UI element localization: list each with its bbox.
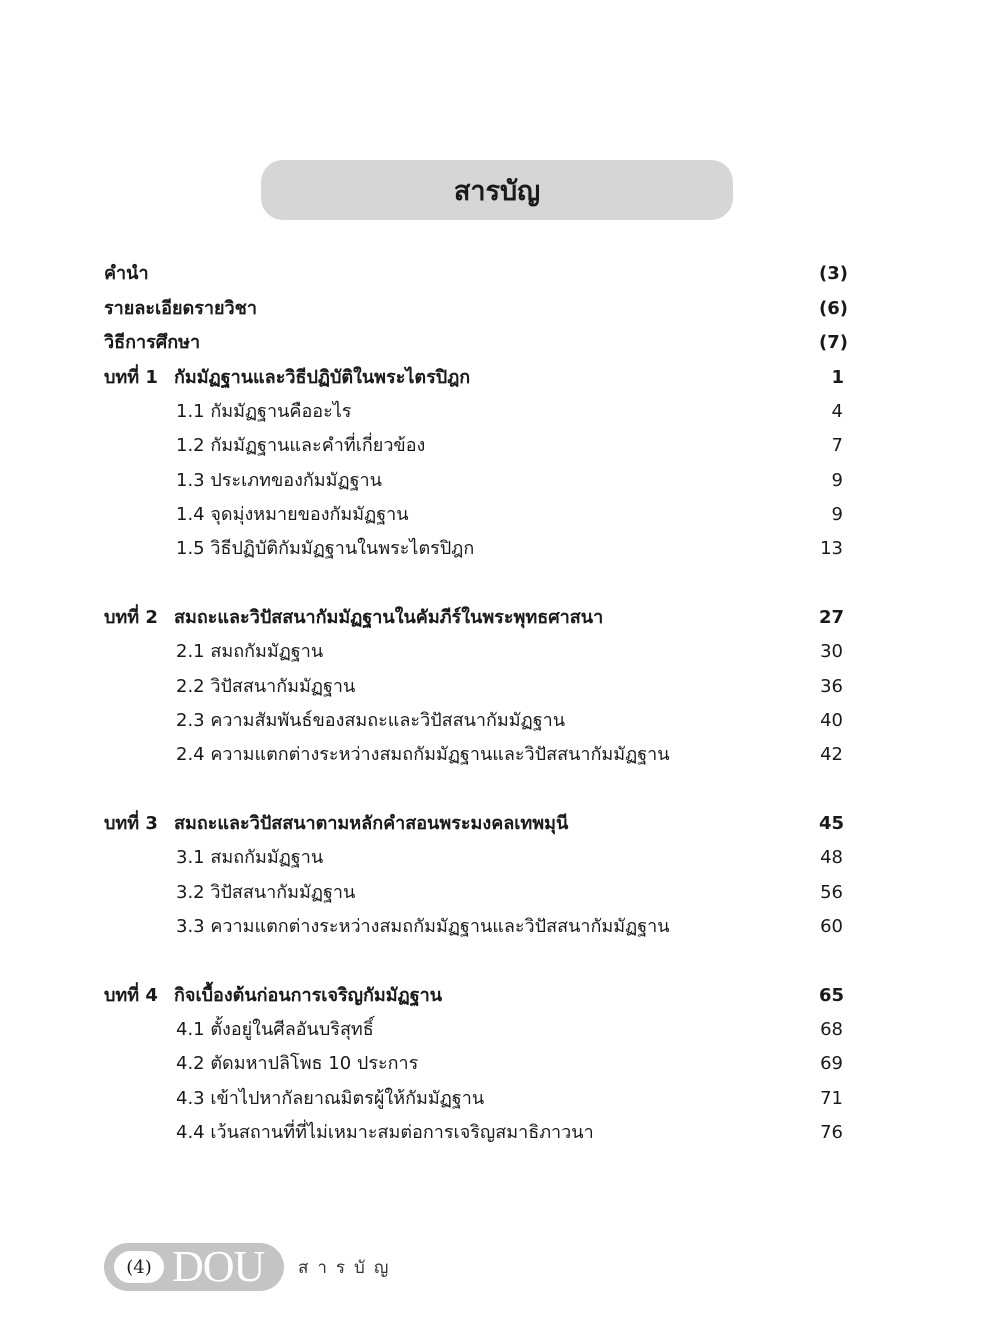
- section-page: 30: [820, 641, 843, 662]
- toc-entry-preface[interactable]: [104, 259, 848, 289]
- section-text: 4.1 ตั้งอยู่ในศีลอันบริสุทธิ์: [176, 1019, 374, 1040]
- section-text: 2.3 ความสัมพันธ์ของสมถะและวิปัสสนากัมมัฏฐาน: [176, 710, 566, 731]
- chapter-title: กัมมัฏฐานและวิธีปฏิบัติในพระไตรปิฎก: [174, 367, 471, 388]
- toc-section-4-2[interactable]: [176, 1049, 843, 1079]
- section-text: 3.2 วิปัสสนากัมมัฏฐาน: [176, 882, 356, 903]
- toc-section-2-4[interactable]: [176, 740, 843, 770]
- toc-section-3-2[interactable]: [176, 878, 843, 908]
- toc-section-3-3[interactable]: [176, 912, 843, 942]
- toc-entry-page: (3): [819, 263, 848, 284]
- toc-chapter-1[interactable]: [104, 363, 844, 393]
- section-text: 4.2 ตัดมหาปลิโพธ 10 ประการ: [176, 1053, 419, 1074]
- section-text: 4.4 เว้นสถานที่ที่ไม่เหมาะสมต่อการเจริญสมาธิภาวนา: [176, 1122, 594, 1143]
- toc-section-1-2[interactable]: [176, 431, 843, 461]
- section-page: 42: [820, 744, 843, 765]
- toc-section-1-1[interactable]: [176, 397, 843, 427]
- section-text: 2.2 วิปัสสนากัมมัฏฐาน: [176, 676, 356, 697]
- toc-entry-course-details[interactable]: [104, 294, 848, 324]
- chapter-page: 65: [818, 985, 844, 1006]
- dou-logo: DOU: [172, 1242, 265, 1291]
- section-text: 4.3 เข้าไปหากัลยาณมิตรผู้ให้กัมมัฏฐาน: [176, 1088, 485, 1109]
- toc-entry-text: คำนำ: [104, 263, 149, 284]
- section-text: 2.1 สมถกัมมัฏฐาน: [176, 641, 324, 662]
- section-page: 4: [831, 401, 843, 422]
- footer-page-number: (4): [114, 1251, 164, 1283]
- chapter-label: บทที่ 2: [104, 607, 158, 628]
- section-page: 9: [831, 504, 843, 525]
- section-text: 1.2 กัมมัฏฐานและคำที่เกี่ยวข้อง: [176, 435, 426, 456]
- section-page: 76: [820, 1122, 843, 1143]
- toc-section-1-5[interactable]: [176, 534, 843, 564]
- toc-section-3-1[interactable]: [176, 843, 843, 873]
- toc-entry-page: (6): [819, 298, 848, 319]
- page-title: [261, 160, 733, 220]
- toc-section-4-4[interactable]: [176, 1118, 843, 1148]
- section-text: 1.1 กัมมัฏฐานคืออะไร: [176, 401, 352, 422]
- toc-section-2-2[interactable]: [176, 672, 843, 702]
- chapter-label: บทที่ 1: [104, 367, 158, 388]
- section-page: 36: [820, 676, 843, 697]
- toc-entry-page: (7): [819, 332, 848, 353]
- toc-chapter-2[interactable]: [104, 603, 844, 633]
- section-page: 40: [820, 710, 843, 731]
- chapter-title: สมถะและวิปัสสนากัมมัฏฐานในคัมภีร์ในพระพุทธศาสนา: [174, 607, 604, 628]
- toc-section-4-1[interactable]: [176, 1015, 843, 1045]
- toc-section-2-1[interactable]: [176, 637, 843, 667]
- toc-entry-study-method[interactable]: [104, 328, 848, 358]
- chapter-title: สมถะและวิปัสสนาตามหลักคำสอนพระมงคลเทพมุนี: [174, 813, 569, 834]
- section-page: 56: [820, 882, 843, 903]
- section-text: 3.1 สมถกัมมัฏฐาน: [176, 847, 324, 868]
- section-page: 13: [820, 538, 843, 559]
- section-page: 68: [820, 1019, 843, 1040]
- toc-entry-text: วิธีการศึกษา: [104, 332, 201, 353]
- toc-section-2-3[interactable]: [176, 706, 843, 736]
- chapter-title: กิจเบื้องต้นก่อนการเจริญกัมมัฏฐาน: [174, 985, 443, 1006]
- section-page: 69: [820, 1053, 843, 1074]
- section-page: 9: [831, 470, 843, 491]
- section-page: 48: [820, 847, 843, 868]
- chapter-label: บทที่ 4: [104, 985, 158, 1006]
- toc-section-1-3[interactable]: [176, 466, 843, 496]
- chapter-label: บทที่ 3: [104, 813, 158, 834]
- toc-chapter-4[interactable]: [104, 981, 844, 1011]
- toc-chapter-3[interactable]: [104, 809, 844, 839]
- footer-section-name: สารบัญ: [298, 1258, 398, 1278]
- section-page: 60: [820, 916, 843, 937]
- chapter-page: 45: [818, 813, 844, 834]
- chapter-page: 27: [818, 607, 844, 628]
- chapter-page: 1: [831, 367, 844, 388]
- toc-entry-text: รายละเอียดรายวิชา: [104, 298, 257, 319]
- toc-section-4-3[interactable]: [176, 1084, 843, 1114]
- section-page: 7: [831, 435, 843, 456]
- section-text: 2.4 ความแตกต่างระหว่างสมถกัมมัฏฐานและวิปัสสนากัมมัฏฐาน: [176, 744, 670, 765]
- section-text: 3.3 ความแตกต่างระหว่างสมถกัมมัฏฐานและวิปัสสนากัมมัฏฐาน: [176, 916, 670, 937]
- page-title-text: สารบัญ: [453, 175, 541, 207]
- toc-section-1-4[interactable]: [176, 500, 843, 530]
- section-text: 1.5 วิธีปฏิบัติกัมมัฏฐานในพระไตรปิฎก: [176, 538, 475, 559]
- section-text: 1.3 ประเภทของกัมมัฏฐาน: [176, 470, 382, 491]
- section-text: 1.4 จุดมุ่งหมายของกัมมัฏฐาน: [176, 504, 409, 525]
- section-page: 71: [820, 1088, 843, 1109]
